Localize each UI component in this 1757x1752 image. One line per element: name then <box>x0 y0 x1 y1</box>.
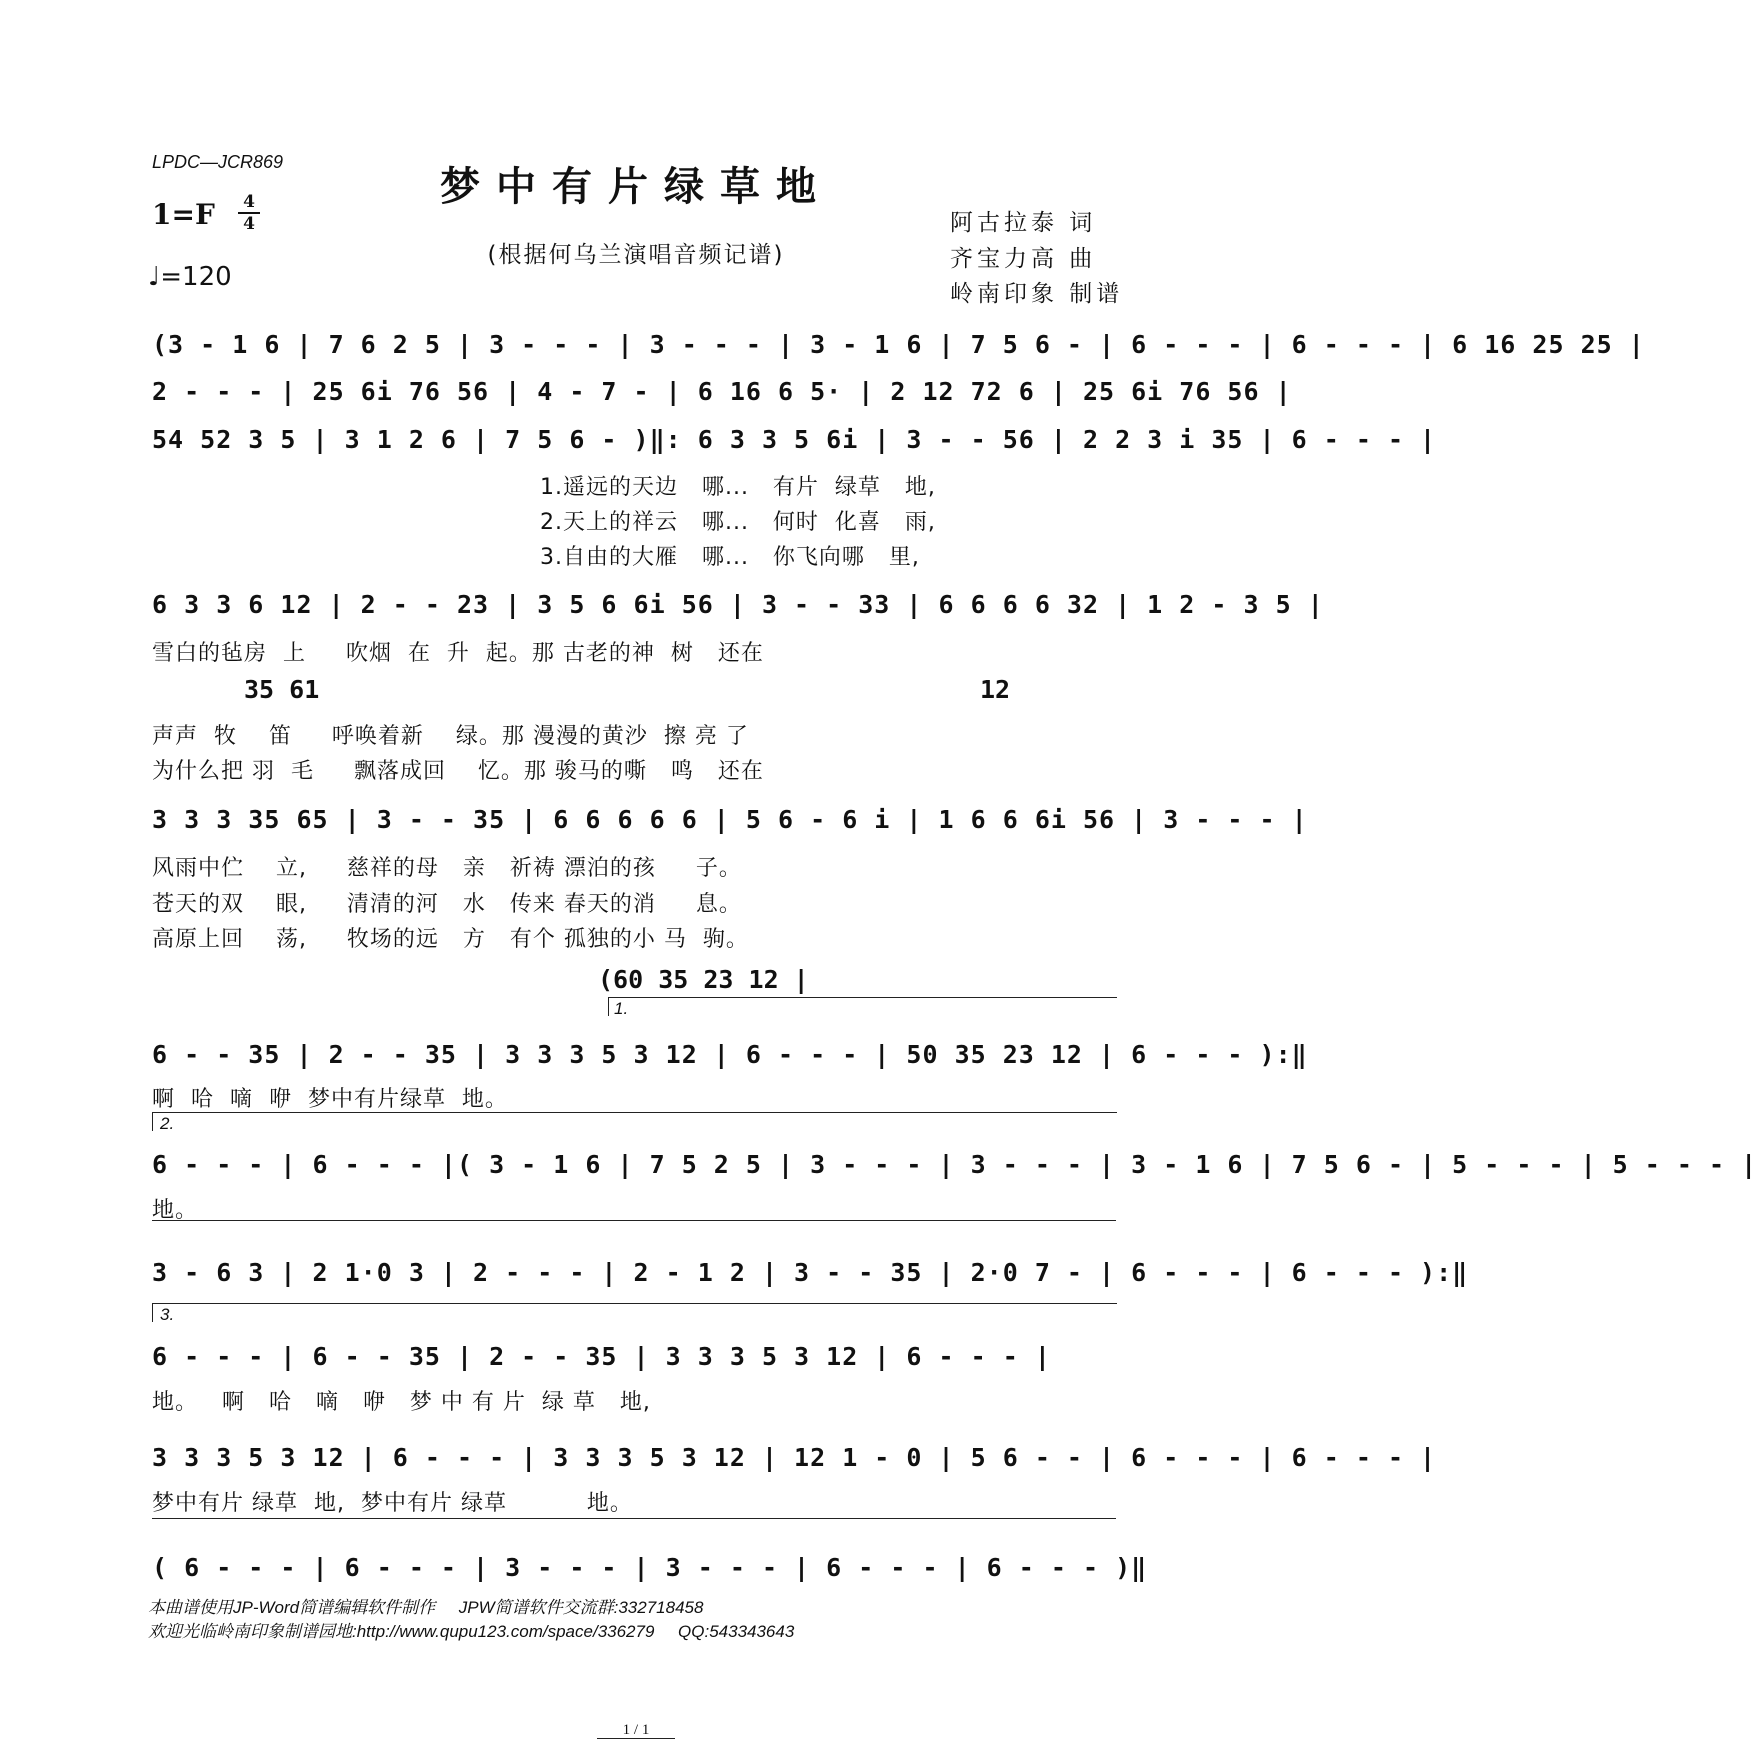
score-code: LPDC—JCR869 <box>152 152 284 172</box>
lyric-verse3-a: 3.自由的大雁 哪... 你飞向哪 里, <box>540 545 920 570</box>
lyric-verse2-a: 2.天上的祥云 哪... 何时 化喜 雨, <box>540 510 936 535</box>
time-signature <box>238 192 260 234</box>
lyric-verse1-a: 1.遥远的天边 哪... 有片 绿草 地, <box>540 475 936 500</box>
staff-line-4: 6 3 3 6 12 | 2 - - 23 | 3 5 6 6i 56 | 3 - - 33 | 6 6 6 6 32 | 1 2 - 3 5 | <box>152 590 1324 619</box>
lyric-line-10: 梦中有片 绿草 地, 梦中有片 绿草 地。 <box>152 1491 633 1516</box>
staff-line-1: (3 - 1 6 | 7 6 2 5 | 3 - - - | 3 - - - | 3 - 1 6 | 7 5 6 - | 6 - - - | 6 - - - | 6 16 25 25 | <box>152 330 1645 359</box>
volta-bracket-first <box>608 997 1117 1016</box>
lyric-verse2-b: 声声 牧 笛 呼唤着新 绿。那 漫漫的黄沙 擦 亮 了 <box>152 724 749 749</box>
staff-line-3: 54 52 3 5 | 3 1 2 6 | 7 5 6 - )‖: 6 3 3 5 6i | 3 - - 56 | 2 2 3 i 35 | 6 - - - | <box>152 425 1437 454</box>
tempo-marking: ♩=120 <box>148 262 232 292</box>
lyric-verse2-c: 苍天的双 眼, 清清的河 水 传来 春天的消 息。 <box>152 892 742 917</box>
bracket-line-8 <box>152 1220 1116 1239</box>
lyric-line-7: 地。 <box>152 1198 199 1223</box>
staff-line-7: 6 - - - | 6 - - - |( 3 - 1 6 | 7 5 2 5 | 3 - - - | 3 - - - | 3 - 1 6 | 7 5 6 - | 5 - - - | 5 - - - | <box>152 1150 1757 1179</box>
volta-first-label: 1. <box>614 999 629 1018</box>
composer-credit: 齐宝力高 曲 <box>950 246 1097 272</box>
footer-website-note: 欢迎光临岭南印象制谱园地:http://www.qupu123.com/space/336279 QQ:543343643 <box>148 1622 795 1641</box>
interlude-phrase: (60 35 23 12 | <box>598 965 809 994</box>
staff-line-11: ( 6 - - - | 6 - - - | 3 - - - | 3 - - - | 6 - - - | 6 - - - )‖ <box>152 1553 1148 1582</box>
staff-line-10: 3 3 3 5 3 12 | 6 - - - | 3 3 3 5 3 12 | 12 1 - 0 | 5 6 - - | 6 - - - | 6 - - - | <box>152 1443 1437 1472</box>
lyric-line-9: 地。 啊 哈 嘀 咿 梦 中 有 片 绿 草 地, <box>152 1390 651 1415</box>
volta-second-label: 2. <box>160 1114 175 1133</box>
lyric-verse1-c: 风雨中伫 立, 慈祥的母 亲 祈祷 漂泊的孩 子。 <box>152 856 742 881</box>
footer-software-note: 本曲谱使用JP-Word简谱编辑软件制作 JPW简谱软件交流群:332718458 <box>148 1598 704 1617</box>
song-subtitle: (根据何乌兰演唱音频记谱) <box>487 242 785 268</box>
lyric-verse1-b: 雪白的毡房 上 吹烟 在 升 起。那 古老的神 树 还在 <box>152 641 764 666</box>
lyric-verse3-c: 高原上回 荡, 牧场的远 方 有个 孤独的小 马 驹。 <box>152 927 749 952</box>
time-signature-bottom: 4 <box>243 214 255 234</box>
lyric-line-6: 啊 哈 嘀 咿 梦中有片绿草 地。 <box>152 1087 508 1112</box>
lyricist-credit: 阿古拉泰 词 <box>950 210 1097 236</box>
arranger-credit: 岭南印象 制谱 <box>950 281 1124 307</box>
staff-line-2: 2 - - - | 25 6i 76 56 | 4 - 7 - | 6 16 6 5· | 2 12 72 6 | 25 6i 76 56 | <box>152 377 1292 406</box>
page-number <box>0 1722 1272 1739</box>
volta-bracket-third <box>152 1303 1117 1322</box>
song-title: 梦中有片绿草地 <box>440 163 832 210</box>
staff-line-5: 3 3 3 35 65 | 3 - - 35 | 6 6 6 6 6 | 5 6 - 6 i | 1 6 6 6i 56 | 3 - - - | <box>152 805 1308 834</box>
lyric-verse3-b: 为什么把 羽 毛 飘落成回 忆。那 骏马的嘶 鸣 还在 <box>152 759 764 784</box>
time-signature-top: 4 <box>238 192 260 214</box>
staff-variant-verse2-b: 12 <box>980 675 1011 704</box>
bracket-line-11 <box>152 1518 1116 1537</box>
page-number-text: 1 / 1 <box>597 1722 676 1739</box>
staff-variant-verse2-a: 35 61 <box>244 675 320 704</box>
staff-line-9: 6 - - - | 6 - - 35 | 2 - - 35 | 3 3 3 5 3 12 | 6 - - - | <box>152 1342 1051 1371</box>
staff-line-6: 6 - - 35 | 2 - - 35 | 3 3 3 5 3 12 | 6 - - - | 50 35 23 12 | 6 - - - ):‖ <box>152 1040 1308 1069</box>
volta-bracket-second <box>152 1112 1117 1131</box>
key-signature: 1=F <box>152 198 215 231</box>
volta-third-label: 3. <box>160 1305 175 1324</box>
staff-line-8: 3 - 6 3 | 2 1·0 3 | 2 - - - | 2 - 1 2 | 3 - - 35 | 2·0 7 - | 6 - - - | 6 - - - ):‖ <box>152 1258 1469 1287</box>
